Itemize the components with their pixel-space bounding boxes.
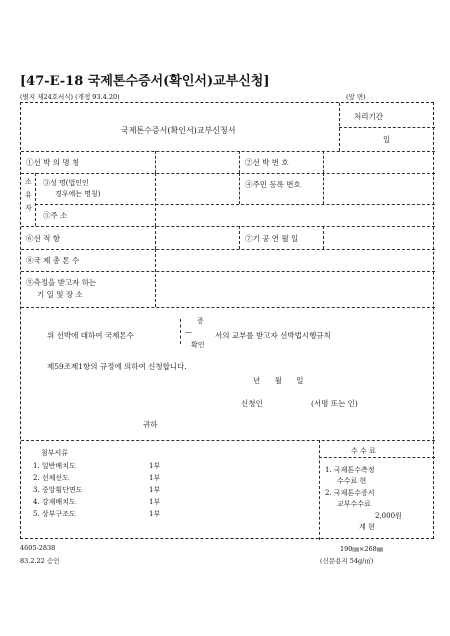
footer-paper: (신문용지 54g/㎡) [320, 557, 374, 565]
form-number: (별지 제24호서식) (개정 93.4.20) [20, 93, 120, 101]
attachment-qty: 1부 [149, 486, 161, 494]
footer-approval: 83.2.22 승인 [20, 557, 60, 565]
intl-tonnage-label: ⑧국 제 총 톤 수 [26, 256, 80, 265]
attachment-name: 3. 중앙횡단면도 [33, 486, 83, 494]
owner-side-1: 소 [25, 178, 32, 186]
footer-size: 190㎜×268㎜ [340, 545, 384, 553]
ship-name-label: ①선 박 의 명 칭 [26, 158, 80, 167]
attachment-name: 1. 일반배치도 [33, 462, 76, 470]
resident-number-label: ④주민 등록 번호 [245, 180, 301, 189]
attachment-qty: 1부 [149, 498, 161, 506]
attachment-name: 2. 선체선도 [33, 474, 69, 482]
statement-post: 서의 교부를 받고자 선박법시행규칙 [215, 331, 331, 340]
fee-line-2: 수수료 현 [337, 477, 367, 485]
application-form [20, 102, 434, 539]
form-title: [47-E-18 국제톤수증서(확인서)교부신청] [20, 74, 270, 89]
owner-name-label-2: 경우에는 명칭) [55, 190, 101, 198]
bracket-top: 증 [197, 317, 204, 325]
application-date: 년 월 일 [253, 376, 304, 385]
statement-line-2: 제59조제1항의 규정에 의하여 신청합니다. [47, 362, 187, 371]
measure-place-label-2: 기 일 및 장 소 [37, 290, 83, 299]
bracket-separator: — [185, 328, 192, 336]
processing-period-label: 처리기간 [354, 112, 383, 121]
bracket-bottom: 확인 [191, 341, 205, 349]
measure-place-label: ⑨측정을 받고자 하는 [26, 278, 97, 287]
form-heading: 국제톤수증서(확인서)교부신청서 [121, 126, 236, 135]
page-side: (앞 면) [346, 93, 366, 101]
address-label: ⑤주 소 [43, 211, 68, 220]
fee-amount: 2,000원 [375, 512, 402, 520]
fee-total: 계 현 [359, 523, 375, 531]
attachment-name: 4. 강재배치도 [33, 498, 76, 506]
attachment-qty: 1부 [149, 462, 161, 470]
owner-side-3: 자 [25, 204, 32, 212]
keel-date-label: ⑦기 공 연 월 일 [245, 234, 299, 243]
applicant-label: 신청인 [241, 399, 263, 408]
fee-title: 수 수 료 [351, 447, 376, 455]
footer-code: 4605-2838 [20, 544, 56, 552]
attachment-name: 5. 상부구조도 [33, 510, 76, 518]
owner-side-2: 유 [25, 191, 32, 199]
owner-name-label: ③성 명(법인인 [43, 179, 89, 187]
port-label: ⑥선 적 항 [26, 234, 61, 243]
attachment-qty: 1부 [149, 510, 161, 518]
processing-period-value: 일 [383, 135, 391, 144]
attachment-qty: 1부 [149, 474, 161, 482]
statement-pre: 위 선박에 대하여 국제톤수 [47, 331, 134, 340]
recipient: 귀하 [143, 420, 158, 429]
fee-line-3: 2. 국제톤수증서 [325, 489, 375, 497]
fee-line-4: 교부수수료 [337, 500, 371, 508]
attachments-title: 첨부서류 [41, 449, 69, 457]
applicant-signature: (서명 또는 인) [311, 399, 358, 408]
ship-number-label: ②선 박 번 호 [245, 158, 289, 167]
fee-line-1: 1. 국제톤수측정 [325, 466, 375, 474]
